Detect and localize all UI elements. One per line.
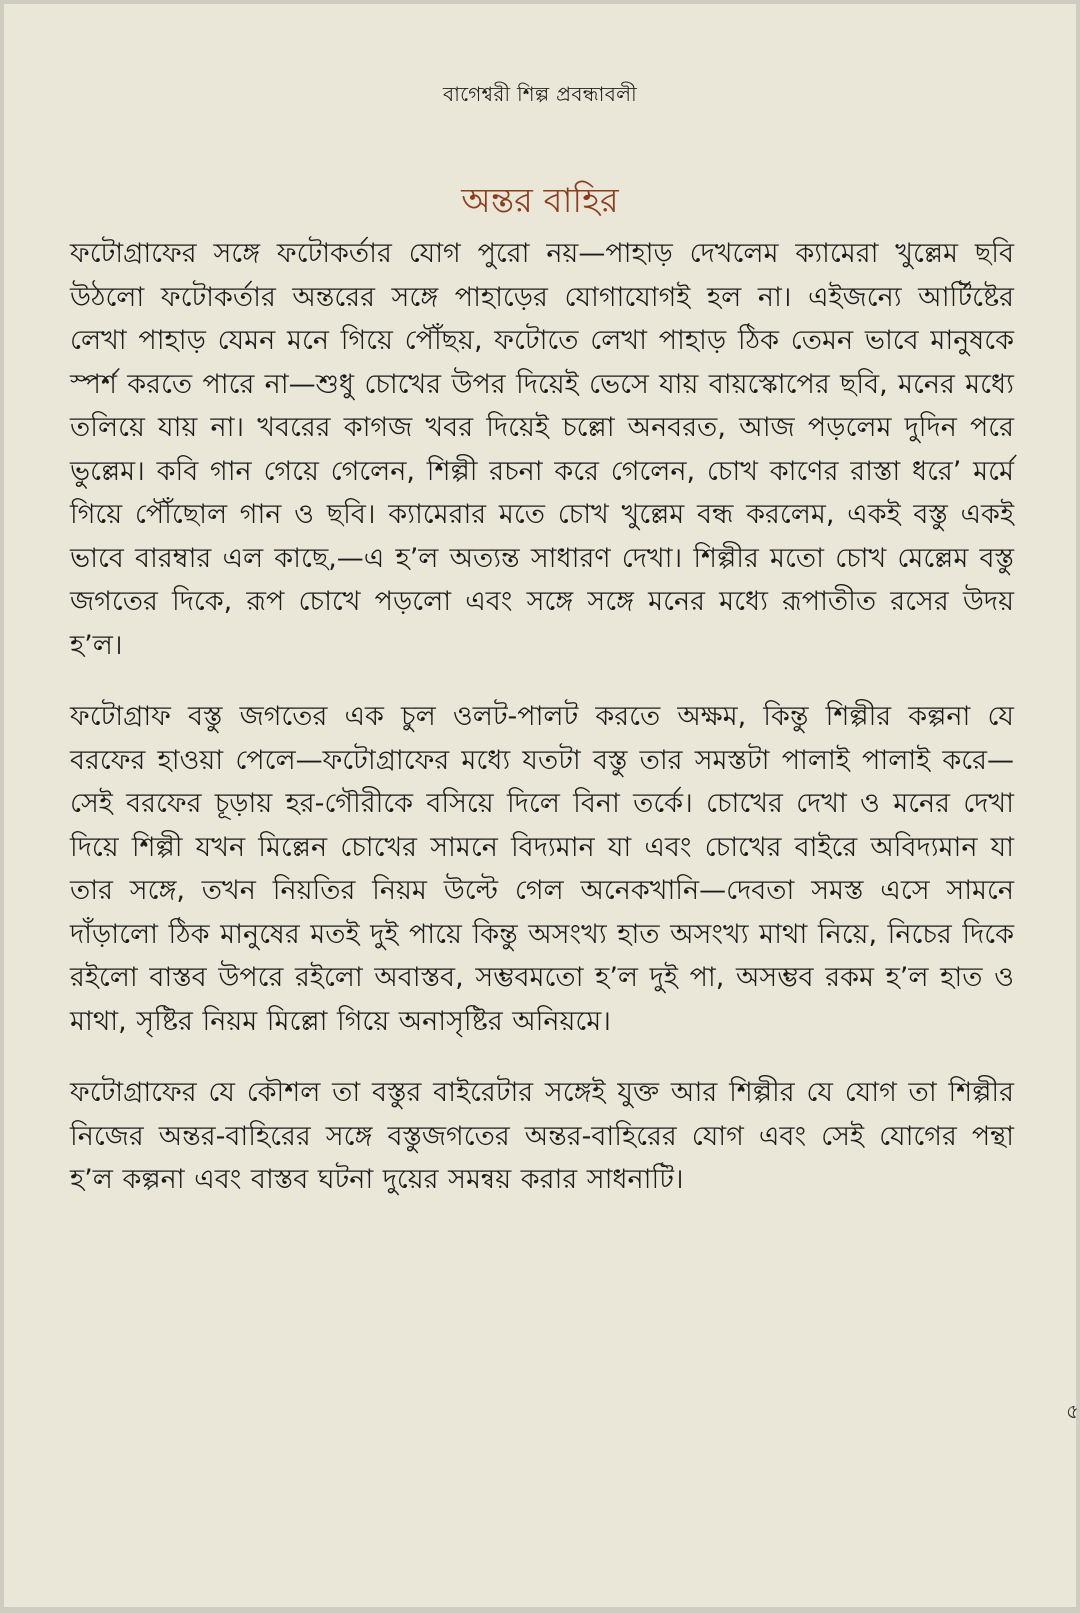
- paragraph-1: ফটোগ্রাফের সঙ্গে ফটোকর্তার যোগ পুরো নয়—পাহাড় দেখলেম ক্যামেরা খুল্লেম ছবি উঠলো ফটোকর্তার অন্তরের সঙ্গে পাহাড়ের যোগাযোগই হল না। এইজন্যে আর্টিষ্টের লেখা পাহাড় যেমন মনে গিয়ে পৌঁছয়, ফটোতে লেখা পাহাড় ঠিক তেমন ভাবে মানুষকে স্পর্শ করতে পারে না—শুধু চোখের উপর দিয়েই ভেসে যায় বায়স্কোপের ছবি, মনের মধ্যে তলিয়ে যায় না। খবরের কাগজ খবর দিয়েই চল্লো অনবরত, আজ পড়লেম দুদিন পরে ভুল্লেম। কবি গান গেয়ে গেলেন, শিল্পী রচনা করে গেলেন, চোখ কাণের রাস্তা ধরে’ মর্মে গিয়ে পৌঁছোল গান ও ছবি। ক্যামেরার মতে চোখ খুল্লেম বন্ধ করলেম, একই বস্তু একই ভাবে বারম্বার এল কাছে,—এ হ’ল অত্যন্ত সাধারণ দেখা। শিল্পীর মতো চোখ মেল্লেম বস্তু জগতের দিকে, রূপ চোখে পড়লো এবং সঙ্গে সঙ্গে মনের মধ্যে রূপাতীত রসের উদয় হ’ল।: [70, 238, 1014, 661]
- chapter-title: অন্তর বাহির: [461, 180, 619, 221]
- running-header: বাগেশ্বরী শিল্প প্রবন্ধাবলী: [442, 82, 638, 106]
- body-text: [70, 232, 1014, 1230]
- book-page: [4, 4, 1079, 1607]
- paragraph-3: ফটোগ্রাফের যে কৌশল তা বস্তুর বাইরেটার সঙ্গেই যুক্ত আর শিল্পীর যে যোগ তা শিল্পীর নিজের অন্তর-বাহিরের সঙ্গে বস্তুজগতের অন্তর-বাহিরের যোগ এবং সেই যোগের পন্থা হ’ল কল্পনা এবং বাস্তব ঘটনা দুয়ের সমন্বয় করার সাধনাটি।: [70, 1077, 1014, 1195]
- page-edge-mark: ৫: [1066, 1399, 1079, 1423]
- paragraph-2: ফটোগ্রাফ বস্তু জগতের এক চুল ওলট-পালট করতে অক্ষম, কিন্তু শিল্পীর কল্পনা যে বরফের হাওয়া পেলে—ফটোগ্রাফের মধ্যে যতটা বস্তু তার সমস্তটা পালাই পালাই করে—সেই বরফের চূড়ায় হর-গৌরীকে বসিয়ে দিলে বিনা তর্কে। চোখের দেখা ও মনের দেখা দিয়ে শিল্পী যখন মিল্লেন চোখের সামনে বিদ্যমান যা এবং চোখের বাইরে অবিদ্যমান যা তার সঙ্গে, তখন নিয়তির নিয়ম উল্টে গেল অনেকখানি—দেবতা সমস্ত এসে সামনে দাঁড়ালো ঠিক মানুষের মতই দুই পায়ে কিন্তু অসংখ্য হাত অসংখ্য মাথা নিয়ে, নিচের দিকে রইলো বাস্তব উপরে রইলো অবাস্তব, সম্ভবমতো হ’ল দুই পা, অসম্ভব রকম হ’ল হাত ও মাথা, সৃষ্টির নিয়ম মিল্লো গিয়ে অনাসৃষ্টির অনিয়মে।: [70, 701, 1014, 1037]
